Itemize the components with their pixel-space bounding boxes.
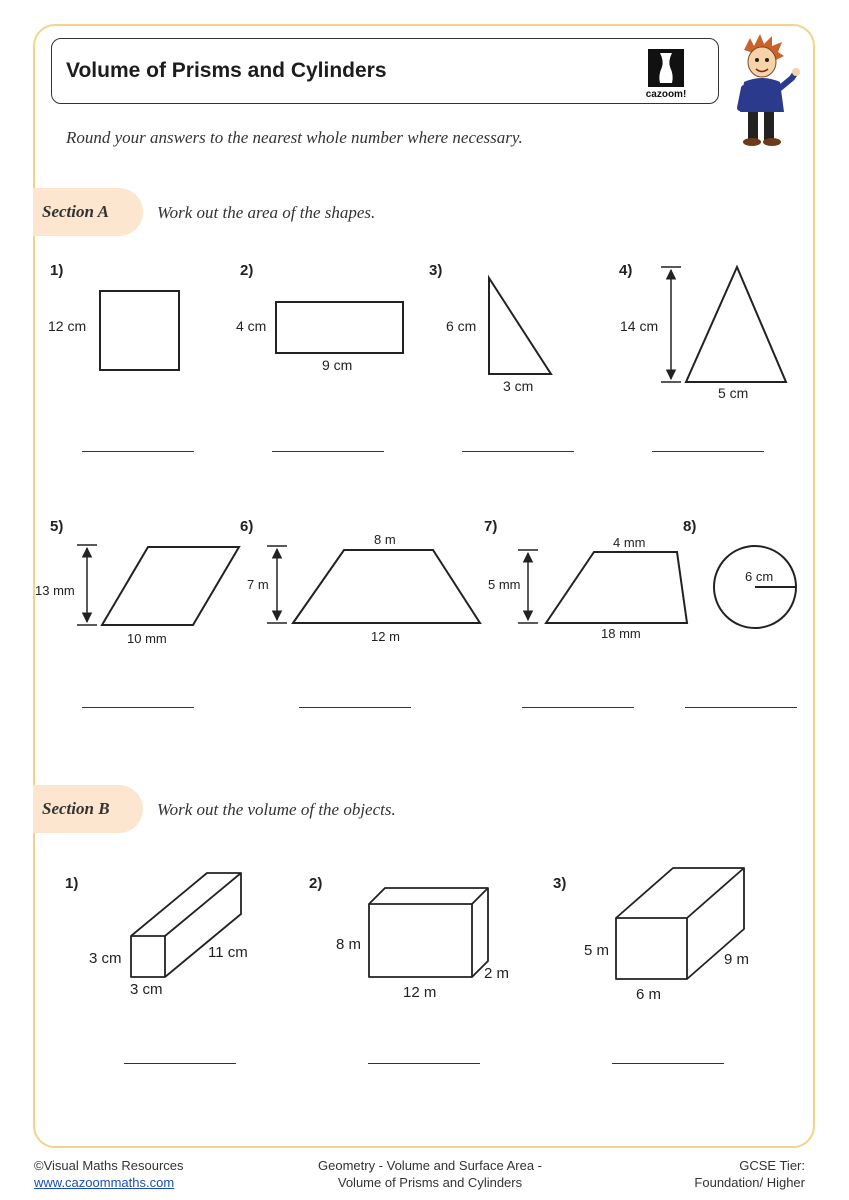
page-title: Volume of Prisms and Cylinders [66,59,387,82]
answer-line[interactable] [82,451,194,452]
cuboid-top [616,868,744,918]
footer-right [694,1157,805,1191]
answer-line[interactable] [299,707,411,708]
dimension-label: 6 m [636,986,662,1003]
dimension-label: 5 cm [718,385,749,401]
dimension-label: 11 cm [208,944,248,961]
section-a-instruction: Work out the area of the shapes. [157,203,376,222]
dimension-label: 4 cm [236,318,267,334]
trapezium-shape [293,550,480,623]
footer-center [280,1157,580,1191]
dimension-label: 3 cm [89,950,122,967]
dimension-label: 10 mm [127,631,167,646]
cuboid-side [165,873,241,977]
dimension-label: 14 cm [620,318,659,334]
question-number: 3) [429,262,443,279]
dimension-label: 8 m [336,936,362,953]
question-number: 1) [50,262,64,279]
answer-line[interactable] [124,1063,236,1064]
logo-text: cazoom! [645,89,687,99]
dimension-label: 2 m [484,965,510,982]
tier-value: Foundation/ Higher [694,1175,805,1190]
question-number: 6) [240,518,254,535]
dimension-label: 6 cm [745,569,774,584]
footer-topic-line2: Volume of Prisms and Cylinders [337,1175,523,1190]
answer-line[interactable] [462,451,574,452]
dimension-label: 13 mm [35,583,75,598]
answer-line[interactable] [685,707,797,708]
dimension-label: 12 cm [48,318,87,334]
right-triangle-shape [489,278,551,374]
rectangle-shape [276,302,403,353]
question-number: 3) [553,875,567,892]
dimension-label: 9 m [724,951,750,968]
section-a-label: Section A [42,202,109,221]
section-b-instruction: Work out the volume of the objects. [157,800,396,819]
cuboid-front [131,936,165,977]
dimension-label: 9 cm [322,357,353,373]
copyright-text: ©Visual Maths Resources [34,1158,184,1173]
dimension-label: 3 cm [130,981,163,998]
answer-line[interactable] [272,451,384,452]
cuboid-front [616,918,687,979]
question-number: 7) [484,518,498,535]
dimension-label: 7 m [247,577,269,592]
trapezium-shape-2 [546,552,687,623]
question-number: 8) [683,518,697,535]
triangle-shape [686,267,786,382]
dimension-label: 8 m [374,532,396,547]
dimension-label: 5 m [584,942,610,959]
dimension-label: 12 m [371,629,400,644]
answer-line[interactable] [522,707,634,708]
question-number: 1) [65,875,79,892]
dimension-label: 3 cm [503,378,534,394]
answer-line[interactable] [652,451,764,452]
question-number: 2) [309,875,323,892]
answer-line[interactable] [368,1063,480,1064]
question-number: 2) [240,262,254,279]
dimension-label: 12 m [403,984,437,1001]
footer-left [34,1157,184,1191]
tier-label: GCSE Tier: [739,1158,805,1173]
square-shape [100,291,179,370]
dimension-label: 4 mm [613,535,646,550]
footer-topic-line1: Geometry - Volume and Surface Area - [318,1158,542,1173]
website-link[interactable]: www.cazoommaths.com [34,1175,175,1190]
dimension-label: 6 cm [446,318,477,334]
general-instruction: Round your answers to the nearest whole number where necessary. [66,128,523,147]
question-number: 5) [50,518,64,535]
section-b-label: Section B [42,799,110,818]
parallelogram-shape [102,547,239,625]
cuboid-top [369,888,488,904]
cuboid-front [369,904,472,977]
answer-line[interactable] [82,707,194,708]
answer-line[interactable] [612,1063,724,1064]
dimension-label: 18 mm [601,626,641,641]
dimension-label: 5 mm [488,577,521,592]
question-number: 4) [619,262,633,279]
